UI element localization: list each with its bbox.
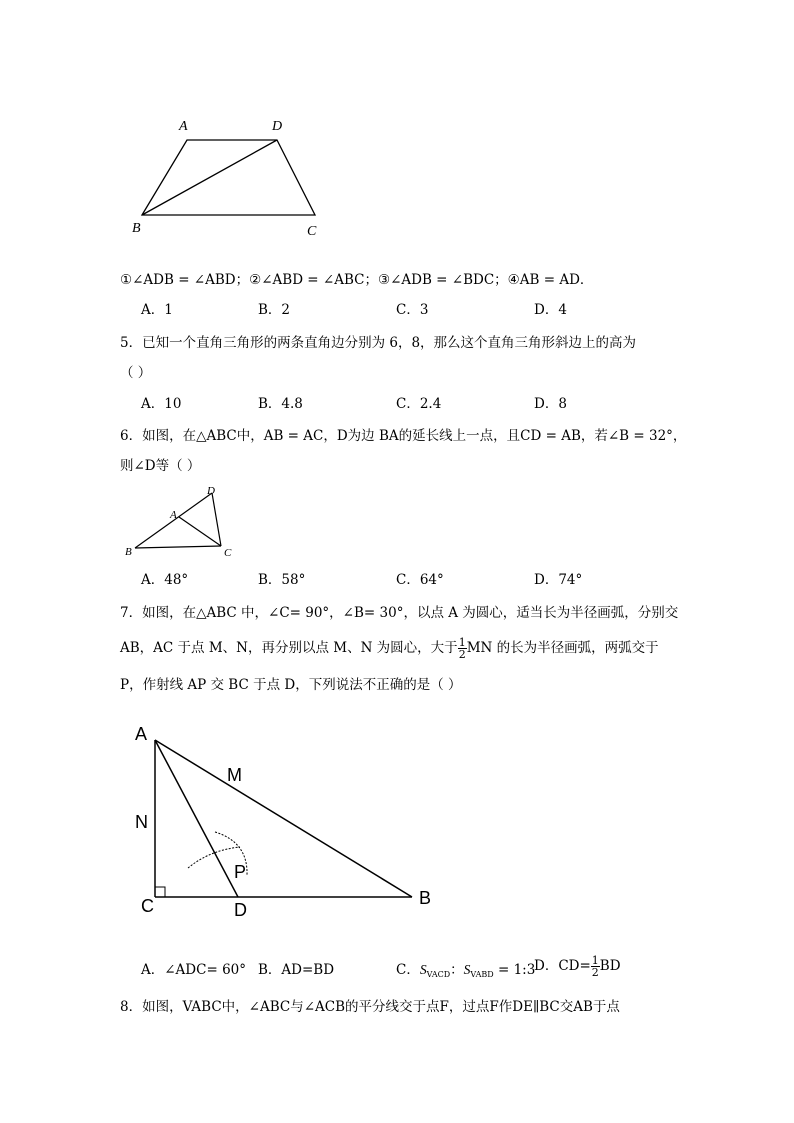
q6-label-c: C: [224, 547, 232, 559]
q6-question-line1: 6．如图，在△ABC中，AB = AC，D为边 BA的延长线上一点，且CD = AB，若∠B = 32°，: [120, 428, 687, 444]
q5-option-c: C．2.4: [396, 396, 442, 412]
figure1-label-a: A: [179, 119, 188, 134]
q4-option-b: B．2: [258, 302, 291, 318]
q7-option-b: B．AD=BD: [258, 962, 335, 978]
figure-q6-triangle: [120, 480, 240, 560]
q5-option-a: A．10: [141, 396, 182, 412]
q6-label-a: A: [170, 509, 177, 521]
q7-label-a: A: [135, 724, 148, 744]
q7-fraction-half: $\frac{1}{2}$: [458, 636, 466, 661]
q7-question-line2: AB，AC 于点 M、N，再分别以点 M、N 为圆心，大于 $\frac{1}{2}$ MN 的长为半径画弧，两弧交于: [120, 636, 659, 661]
q5-option-d: D．8: [534, 396, 567, 412]
q7-option-d: D．CD= $\frac{1}{2}$ BD: [534, 954, 621, 979]
q4-option-a: A．1: [141, 302, 173, 318]
q6-label-b: B: [125, 546, 132, 558]
figure-q7-triangle: [130, 720, 430, 920]
q4-option-d: D．4: [534, 302, 567, 318]
q6-option-d: D．74°: [534, 572, 583, 588]
q6-option-c: C．64°: [396, 572, 444, 588]
q6-option-a: A．48°: [141, 572, 189, 588]
q7-label-b: B: [419, 888, 432, 908]
q8-question-line1: 8．如图，VABC中，∠ABC与∠ACB的平分线交于点F，过点F作DE∥BC交AB于点: [120, 999, 620, 1015]
q7-label-n: N: [135, 812, 148, 832]
q7-option-d-fraction: $\frac{1}{2}$: [591, 954, 599, 979]
q6-label-d: D: [207, 485, 215, 497]
q6-question-line2: 则∠D等（ ）: [120, 458, 201, 474]
q7-question-line3: P，作射线 AP 交 BC 于点 D，下列说法不正确的是（ ）: [120, 677, 462, 693]
q4-statements: ①∠ADB = ∠ABD；②∠ABD = ∠ABC；③∠ADB = ∠BDC；④AB = AD．: [120, 272, 594, 288]
figure1-label-d: D: [272, 119, 283, 134]
q7-label-d: D: [234, 900, 247, 920]
q5-option-b: B．4.8: [258, 396, 303, 412]
q4-option-c: C．3: [396, 302, 429, 318]
q7-option-c: C．$S_{VACD}$：$S_{VABD}$ = 1:3: [396, 962, 536, 979]
q7-question-line1: 7．如图，在△ABC 中，∠C= 90°，∠B= 30°，以点 A 为圆心，适当长为半径画弧，分别交: [120, 605, 679, 621]
figure1-label-b: B: [132, 221, 141, 236]
q7-label-c: C: [141, 896, 154, 916]
q5-paren: （ ）: [120, 365, 152, 381]
q6-option-b: B．58°: [258, 572, 306, 588]
q7-option-a: A．∠ADC= 60°: [141, 962, 246, 978]
q7-label-m: M: [227, 765, 242, 785]
q7-label-p: P: [234, 862, 247, 882]
figure1-label-c: C: [307, 224, 317, 239]
q5-question: 5．已知一个直角三角形的两条直角边分别为 6，8，那么这个直角三角形斜边上的高为: [120, 335, 637, 351]
